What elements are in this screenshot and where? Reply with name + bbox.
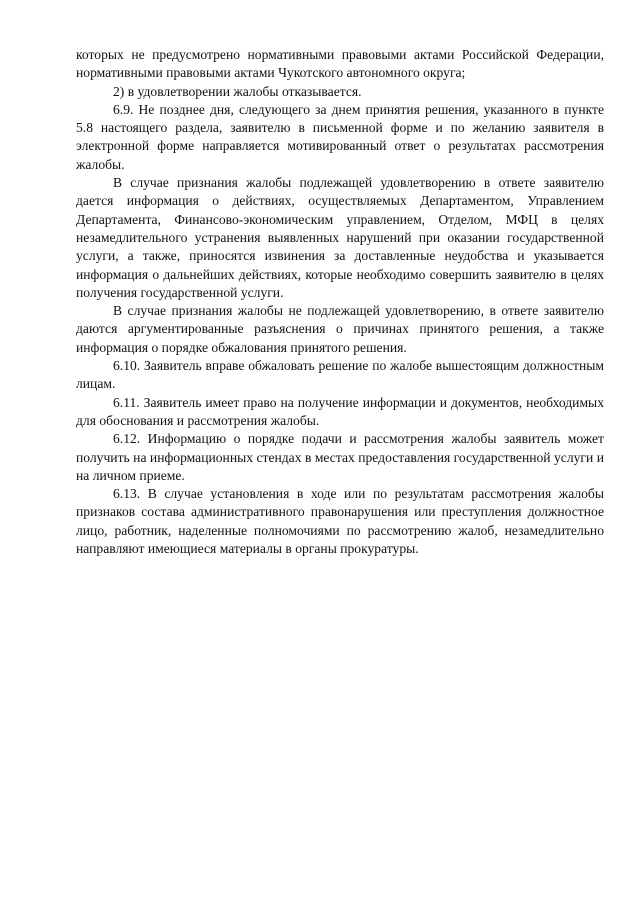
paragraph-satisfied-complaint: В случае признания жалобы подлежащей удовлетворению в ответе заявителю дается информация о действиях, осуществляемых Департаментом, Управлением Департамента, Финансово-экономическим управлением, Отделом, МФЦ в целях незамедлительного устранения выявленных нарушений при оказании государственной услуги, а также, приносятся извинения за доставленные неудобства и указывается информация о дальнейших действиях, которые необходимо совершить заявителю в целях получения государственной услуги. — [76, 175, 604, 300]
paragraph-continuation: которых не предусмотрено нормативными правовыми актами Российской Федерации, нормативными правовыми актами Чукотского автономного округа; — [76, 47, 604, 81]
document-page — [76, 46, 604, 558]
paragraph-6-9: 6.9. Не позднее дня, следующего за днем принятия решения, указанного в пункте 5.8 настоящего раздела, заявителю в письменной форме и по желанию заявителя в электронной форме направляется мотивированный ответ о результатах рассмотрения жалобы. — [76, 101, 604, 172]
paragraph-6-12: 6.12. Информацию о порядке подачи и рассмотрения жалобы заявитель может получить на информационных стендах в местах предоставления государственной услуги и на личном приеме. — [76, 431, 604, 483]
paragraph-6-11: 6.11. Заявитель имеет право на получение информации и документов, необходимых для обоснования и рассмотрения жалобы. — [76, 394, 604, 428]
paragraph-6-10: 6.10. Заявитель вправе обжаловать решение по жалобе вышестоящим должностным лицам. — [76, 358, 604, 392]
paragraph-rejected-complaint: В случае признания жалобы не подлежащей удовлетворению, в ответе заявителю даются аргументированные разъяснения о причинах принятого решения, а также информация о порядке обжалования принятого решения. — [76, 303, 604, 355]
paragraph-6-13: 6.13. В случае установления в ходе или по результатам рассмотрения жалобы признаков состава административного правонарушения или преступления должностное лицо, работник, наделенные полномочиями по рассмотрению жалоб, незамедлительно направляют имеющиеся материалы в органы прокуратуры. — [76, 486, 604, 557]
paragraph-refusal-item: 2) в удовлетворении жалобы отказывается. — [113, 83, 362, 99]
